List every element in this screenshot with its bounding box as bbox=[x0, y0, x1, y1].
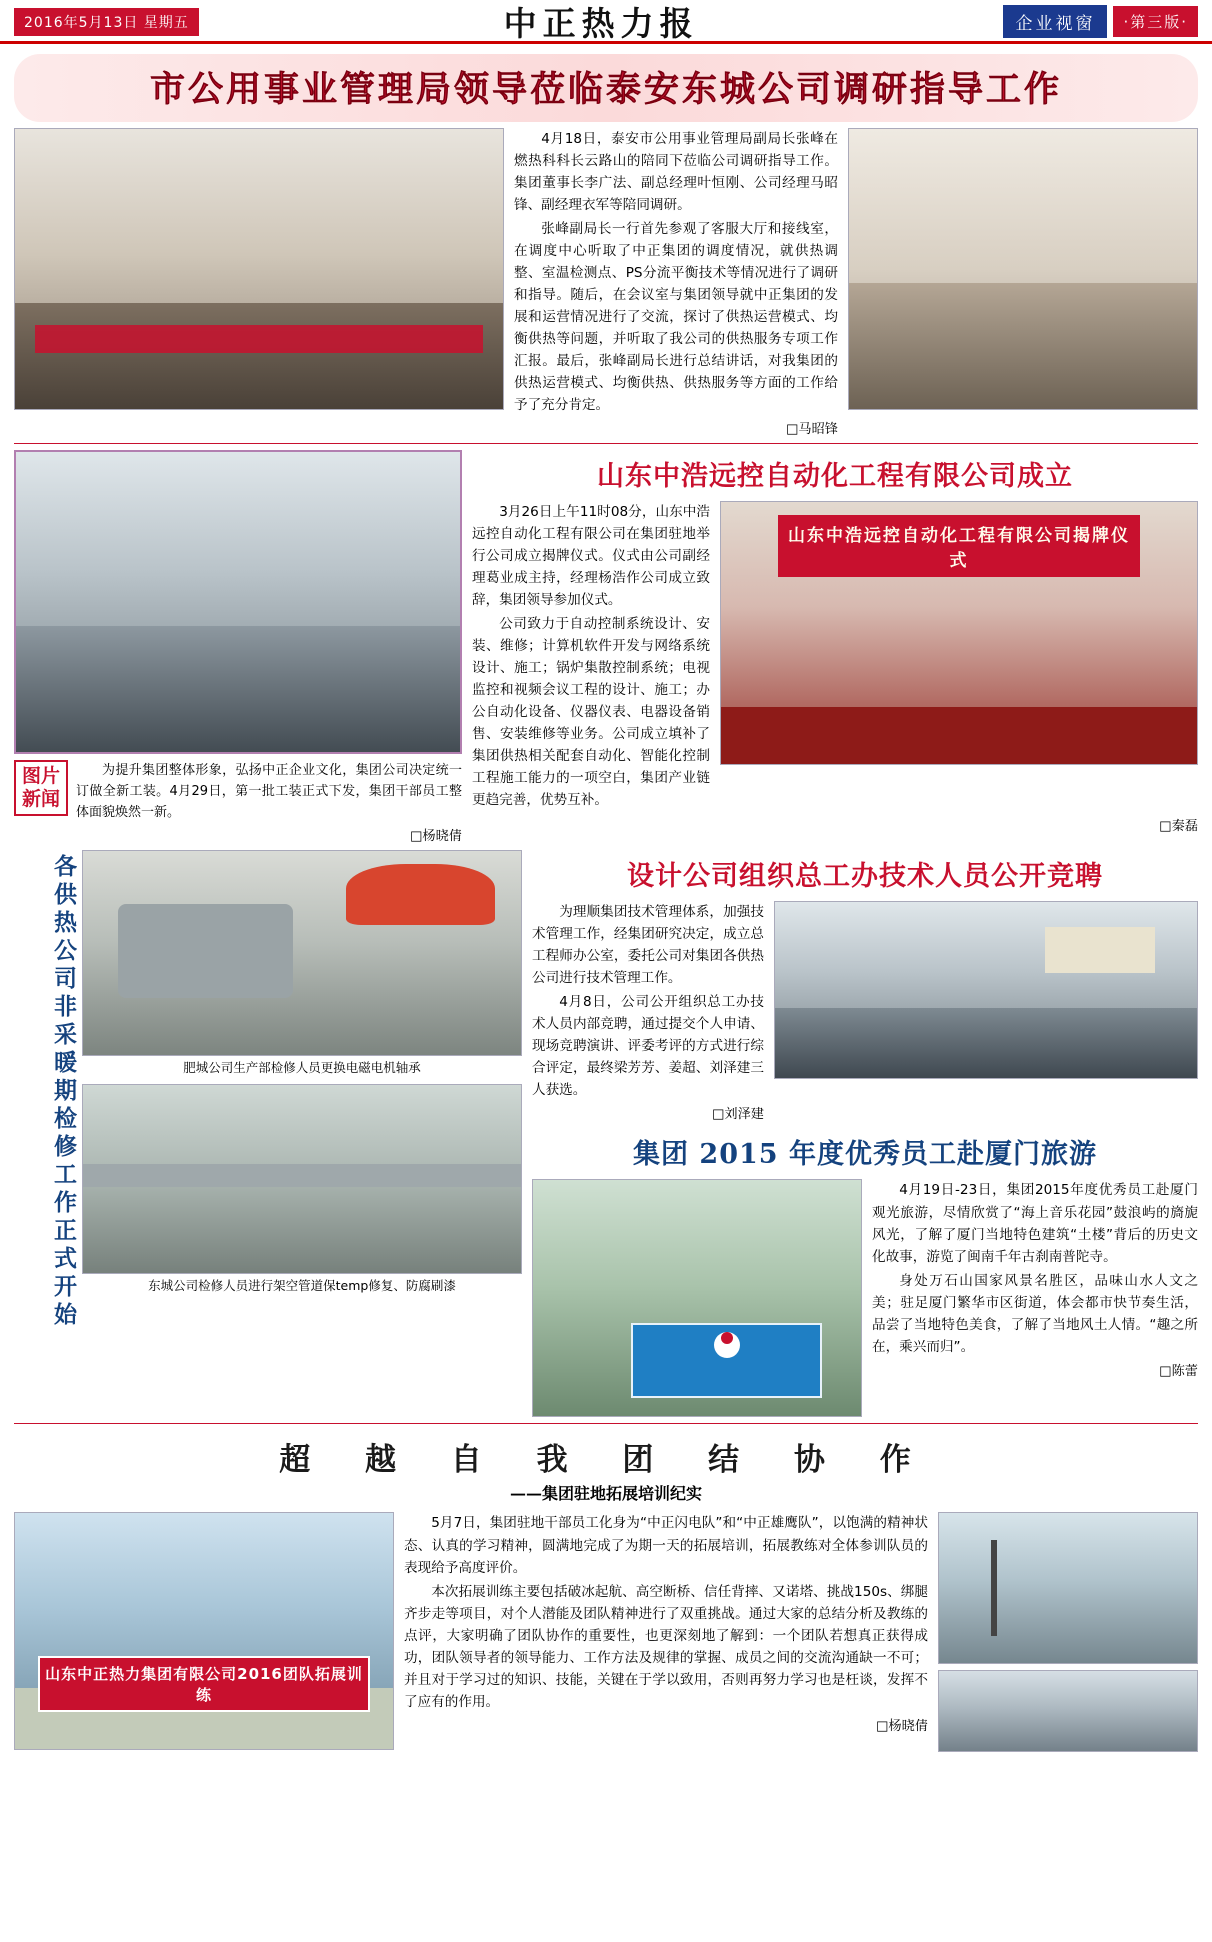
picture-news-caption-wrap bbox=[76, 760, 462, 823]
article4-p1: 4月19日-23日，集团2015年度优秀员工赴厦门观光旅游，尽情欣赏了“海上音乐花园”鼓浪屿的旖旎风光，了解了厦门当地特色建筑“土楼”背后的历史文化故事，游览了闽南千年古刹南普陀寺。 bbox=[872, 1182, 1198, 1265]
photo-competition-meeting bbox=[774, 901, 1198, 1079]
photo-motor-maintenance bbox=[82, 850, 522, 1056]
bottom-title: 超 越 自 我 团 结 协 作 bbox=[279, 1442, 933, 1479]
article1-block bbox=[0, 128, 1212, 437]
article1-p2: 张峰副局长一行首先参观了客服大厅和接线室，在调度中心听取了中正集团的调度情况，就供热调整、室温检测点、PS分流平衡技术等情况进行了调研和指导。随后，在会议室与集团领导就中正集团的发展和运营情况进行了交流，探讨了供热运营模式、均衡供热等问题，并听取了我公司的供热服务专项工作汇报。最后，张峰副局长进行总结讲话，对我集团的供热运营模式、均衡供热、供热服务等方面的工作给予了充分肯定。 bbox=[514, 221, 838, 414]
stamp-line-1: 图片 bbox=[21, 765, 60, 788]
article2-block bbox=[0, 450, 1212, 844]
bottom-signature: □杨晓倩 bbox=[875, 1718, 928, 1734]
article3-title: 设计公司组织总工办技术人员公开竞聘 bbox=[627, 861, 1103, 893]
main-headline: 市公用事业管理局领导莅临泰安东城公司调研指导工作 bbox=[149, 69, 1062, 110]
photo-uniform-meeting bbox=[14, 450, 462, 754]
flag-logo-icon bbox=[714, 1332, 740, 1358]
bottom-p1: 5月7日，集团驻地干部员工化身为“中正闪电队”和“中正雄鹰队”，以饱满的精神状态、认真的学习精神，圆满地完成了为期一天的拓展培训，拓展教练对全体参训队员的表现给予高度评价。 bbox=[404, 1515, 928, 1576]
caption-motor: 肥城公司生产部检修人员更换电磁电机轴承 bbox=[183, 1060, 421, 1076]
article3-body bbox=[532, 901, 764, 1101]
article4-body bbox=[872, 1179, 1198, 1357]
article3-block bbox=[0, 850, 1212, 1417]
picture-news-signature: □杨晓倩 bbox=[409, 829, 462, 845]
article2-p1: 3月26日上午11时08分，山东中浩远控自动化工程有限公司在集团驻地举行公司成立揭牌仪式。仪式由公司副经理葛业成主持，经理杨浩作公司成立致辞，集团领导参加仪式。 bbox=[472, 504, 710, 609]
photo-xiamen-trip bbox=[532, 1179, 862, 1417]
article2-body bbox=[472, 501, 710, 811]
team-banner: 山东中正热力集团有限公司2016团队拓展训练 bbox=[38, 1656, 371, 1712]
article1-p1: 4月18日，泰安市公用事业管理局副局长张峰在燃热科科长云路山的陪同下莅临公司调研指导工作。集团董事长李广法、副总经理叶恒刚、公司经理马昭锋、副经理衣军等陪同调研。 bbox=[514, 131, 838, 214]
main-headline-band bbox=[14, 54, 1198, 122]
caption-pipe: 东城公司检修人员进行架空管道保temp修复、防腐刷漆 bbox=[148, 1278, 456, 1294]
section-name: 企业视窗 bbox=[1003, 5, 1107, 38]
bottom-subtitle: ——集团驻地拓展培训纪实 bbox=[509, 1484, 702, 1504]
article1-signature: □马昭锋 bbox=[785, 422, 838, 438]
paper-title: 中正热力报 bbox=[503, 4, 699, 43]
section-tags bbox=[1003, 5, 1198, 38]
group-flag bbox=[631, 1323, 821, 1398]
article4-p2: 身处万石山国家风景名胜区，品味山水人文之美；驻足厦门繁华市区街道，体会都市快节奏生活，品尝了当地特色美食，了解了当地风土人情。“趣之所在，乘兴而归”。 bbox=[872, 1272, 1198, 1355]
photo-high-bridge bbox=[938, 1512, 1198, 1664]
divider-2 bbox=[14, 1423, 1198, 1424]
bottom-block bbox=[0, 1434, 1212, 1752]
article4-title: 集团 2015 年度优秀员工赴厦门旅游 bbox=[633, 1139, 1097, 1171]
vertical-section-title: 各供热公司非采暖期检修工作正式开始 bbox=[50, 854, 77, 1331]
article3-signature: □刘泽建 bbox=[711, 1107, 764, 1123]
photo-unveiling-ceremony bbox=[720, 501, 1198, 765]
bottom-p2: 本次拓展训练主要包括破冰起航、高空断桥、信任背摔、又诺塔、挑战150s、绑腿齐步走等项目，对个人潜能及团队精神进行了双重挑战。通过大家的总结分析及教练的点评，大家明确了团队协作的重要性，也更深刻地了解到：一个团队若想真正获得成功，团队领导者的领导能力、工作方法及规律的掌握、成员之间的交流沟通缺一不可；并且对于学习过的知识、技能，关键在于学以致用，否则再努力学习也是枉谈，发挥不了应有的作用。 bbox=[404, 1583, 928, 1710]
bottom-body bbox=[404, 1512, 928, 1712]
issue-date: 2016年5月13日 星期五 bbox=[14, 8, 199, 36]
photo-office-meeting bbox=[848, 128, 1198, 410]
page-number: ·第三版· bbox=[1113, 6, 1198, 37]
divider-1 bbox=[14, 443, 1198, 444]
picture-news-stamp bbox=[14, 760, 68, 816]
photo-pipe-maintenance bbox=[82, 1084, 522, 1274]
article3-p2: 4月8日，公司公开组织总工办技术人员内部竞聘，通过提交个人申请、现场竞聘演讲、评委考评的方式进行综合评定，最终梁芳芳、姜超、刘泽建三人获选。 bbox=[532, 994, 764, 1099]
stamp-line-2: 新闻 bbox=[21, 788, 60, 811]
photo-control-room bbox=[14, 128, 504, 410]
picture-news-caption: 为提升集团整体形象，弘扬中正企业文化，集团公司决定统一订做全新工装。4月29日，第一批工装正式下发，集团干部员工整体面貌焕然一新。 bbox=[76, 763, 462, 821]
article2-signature: □秦磊 bbox=[1159, 819, 1198, 835]
article2-title: 山东中浩远控自动化工程有限公司成立 bbox=[597, 461, 1073, 493]
ceremony-banner: 山东中浩远控自动化工程有限公司揭牌仪式 bbox=[778, 515, 1140, 577]
article3-p1: 为理顺集团技术管理体系，加强技术管理工作，经集团研究决定，成立总工程师办公室，委托公司对集团各供热公司进行技术管理工作。 bbox=[532, 904, 764, 987]
article4-signature: □陈蕾 bbox=[1159, 1363, 1198, 1379]
masthead bbox=[0, 0, 1212, 44]
photo-team-group bbox=[14, 1512, 394, 1750]
photo-audience bbox=[938, 1670, 1198, 1752]
article2-p2: 公司致力于自动控制系统设计、安装、维修；计算机软件开发与网络系统设计、施工；锅炉集散控制系统；电视监控和视频会议工程的设计、施工；办公自动化设备、仪器仪表、电器设备销售、安装维修等业务。公司成立填补了集团供热相关配套自动化、智能化控制工程施工能力的一项空白，集团产业链更趋完善，优势互补。 bbox=[472, 616, 710, 809]
article1-body bbox=[514, 128, 838, 416]
